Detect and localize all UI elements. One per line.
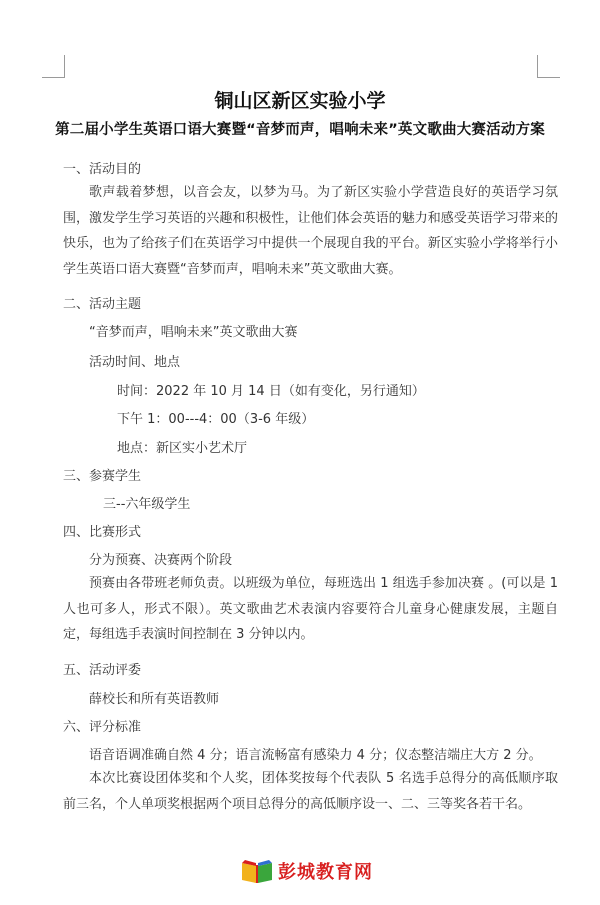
- section-4-paragraph: 预赛由各带班老师负责。以班级为单位，每班选出 1 组选手参加决赛 。(可以是 1 人也可多人，形式不限）。英文歌曲艺术表演内容要符合儿童身心健康发展，主题自定，每组选手表演时间控制在 3 分钟以内。: [63, 576, 558, 642]
- logo-text: 彭城教育网: [278, 862, 373, 883]
- section-4-heading: 四、比赛形式: [63, 525, 142, 540]
- section-2-time: 时间：2022 年 10 月 14 日（如有变化，另行通知）: [117, 384, 425, 399]
- section-5-judges: 薛校长和所有英语教师: [89, 692, 220, 707]
- crop-mark-top-right: [537, 55, 560, 78]
- section-6-paragraph: 本次比赛设团体奖和个人奖，团体奖按每个代表队 5 名选手总得分的高低顺序取前三名，个人单项奖根据两个项目总得分的高低顺序设一、二、三等奖各若干名。: [63, 771, 558, 812]
- section-5-heading: 五、活动评委: [63, 663, 142, 678]
- section-2-place: 地点：新区实小艺术厅: [117, 441, 248, 456]
- document-title: 铜山区新区实验小学: [214, 90, 386, 112]
- section-6-heading: 六、评分标准: [63, 720, 142, 735]
- section-2-time-place-label: 活动时间、地点: [89, 355, 181, 370]
- section-4-stages: 分为预赛、决赛两个阶段: [89, 553, 233, 568]
- book-icon: [240, 857, 274, 885]
- crop-mark-top-left: [42, 55, 65, 78]
- section-1-heading: 一、活动目的: [63, 162, 142, 177]
- section-2-afternoon: 下午 1：00---4：00（3-6 年级）: [117, 412, 315, 427]
- section-2-heading: 二、活动主题: [63, 297, 142, 312]
- section-6-criteria: 语音语调准确自然 4 分；语言流畅富有感染力 4 分；仪态整洁端庄大方 2 分。: [89, 748, 542, 763]
- section-3-students: 三--六年级学生: [103, 497, 191, 512]
- section-1-paragraph: 歌声载着梦想，以音会友，以梦为马。为了新区实验小学营造良好的英语学习氛围，激发学生学习英语的兴趣和积极性，让他们体会英语的魅力和感受英语学习带来的快乐，也为了给孩子们在英语学习中提供一个展现自我的平台。新区实验小学将举行小学生英语口语大赛暨“音梦而声，唱响未来”英文歌曲大赛。: [63, 185, 558, 277]
- site-logo: [240, 857, 373, 885]
- section-3-heading: 三、参赛学生: [63, 469, 142, 484]
- section-2-theme: “音梦而声，唱响未来”英文歌曲大赛: [89, 325, 298, 340]
- document-subtitle: 第二届小学生英语口语大赛暨“音梦而声，唱响未来”英文歌曲大赛活动方案: [55, 122, 545, 138]
